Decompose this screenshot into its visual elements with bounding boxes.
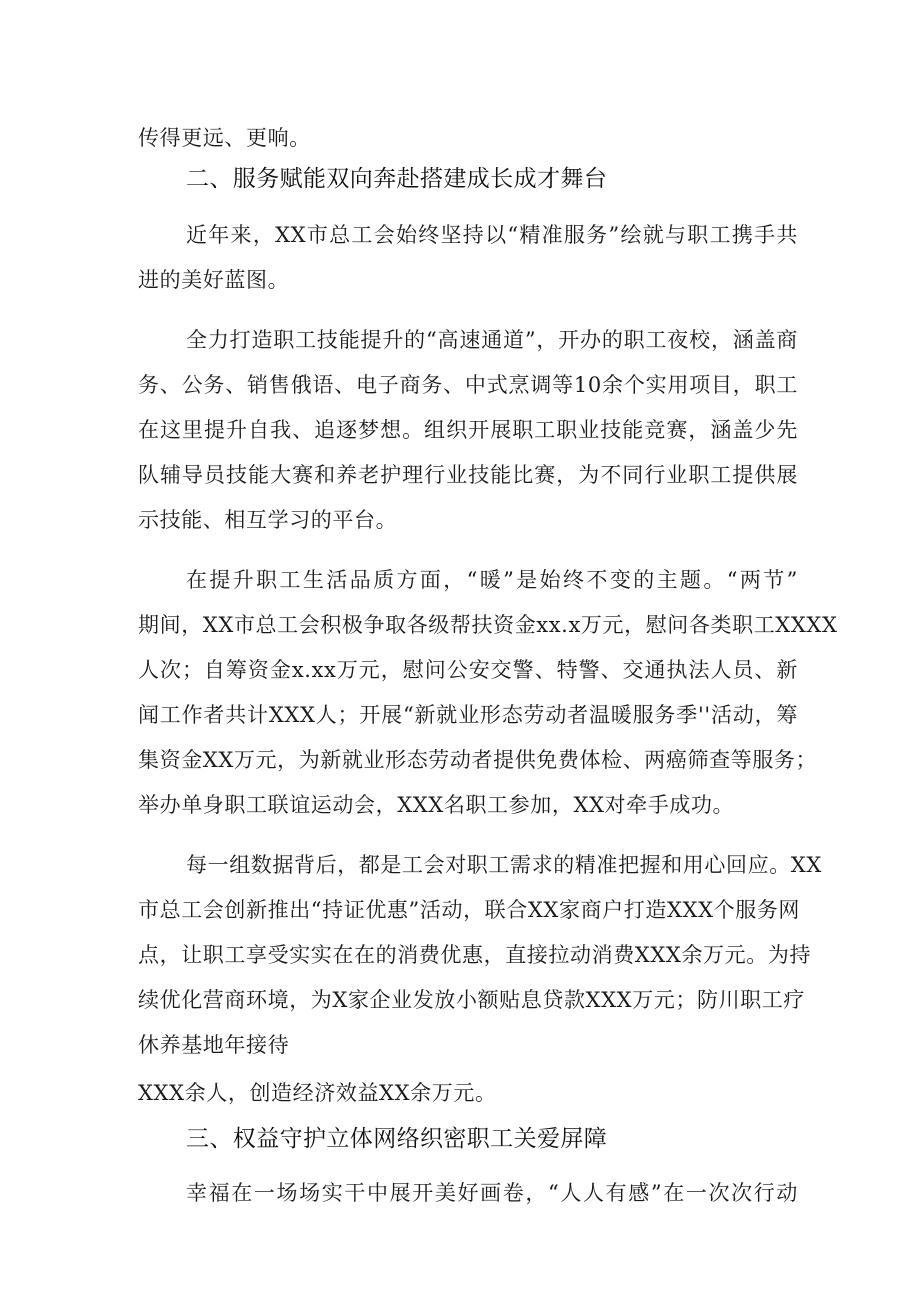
continuation-line: 传得更远、更响。 [138,126,311,150]
paragraph-line: 幸福在一场场实干中展开美好画卷，“人人有感”在一次次行动 [186,1181,798,1205]
paragraph-line: 市总工会创新推出“持证优惠”活动，联合XX家商户打造XXX个服务网 [138,898,801,922]
paragraph-line: 续优化营商环境，为X家企业发放小额贴息贷款XXX万元；防川职工疗 [138,988,805,1012]
paragraph-line: 每一组数据背后，都是工会对职工需求的精准把握和用心回应。XX [186,853,822,877]
paragraph-line: 期间，XX市总工会积极争取各级帮扶资金xx.x万元，慰问各类职工XXXX [138,613,838,637]
section-heading-two: 二、服务赋能双向奔赴搭建成长成才舞台 [186,166,608,192]
paragraph-line: 人次；自筹资金x.xx万元，慰问公安交警、特警、交通执法人员、新 [138,658,798,682]
paragraph-line: 举办单身职工联谊运动会，XXX名职工参加，XX对牵手成功。 [138,793,735,817]
paragraph-line: XXX余人，创造经济效益XX余万元。 [138,1081,497,1105]
paragraph-line: 在提升职工生活品质方面，“暖”是始终不变的主题。“两节” [186,568,798,592]
paragraph-line: 点，让职工享受实实在在的消费优惠，直接拉动消费XXX余万元。为持 [138,943,812,967]
paragraph-line: 在这里提升自我、追逐梦想。组织开展职工职业技能竞赛，涵盖少先 [138,418,798,442]
paragraph-line: 集资金XX万元，为新就业形态劳动者提供免费体检、两癌筛查等服务； [138,748,818,772]
paragraph-line: 示技能、相互学习的平台。 [138,508,398,532]
paragraph-line: 休养基地年接待 [138,1033,290,1057]
paragraph-line: 队辅导员技能大赛和养老护理行业技能比赛，为不同行业职工提供展 [138,463,798,487]
paragraph-line: 近年来，XX市总工会始终坚持以“精准服务”绘就与职工携手共 [186,223,798,247]
paragraph-line: 进的美好蓝图。 [138,268,290,292]
paragraph-line: 闻工作者共计XXX人；开展“新就业形态劳动者温暖服务季''活动，筹 [138,703,798,727]
section-heading-three: 三、权益守护立体网络织密职工关爱屏障 [186,1126,608,1152]
paragraph-line: 务、公务、销售俄语、电子商务、中式烹调等10余个实用项目，职工 [138,373,798,397]
paragraph-line: 全力打造职工技能提升的“高速通道”，开办的职工夜校，涵盖商 [186,328,798,352]
